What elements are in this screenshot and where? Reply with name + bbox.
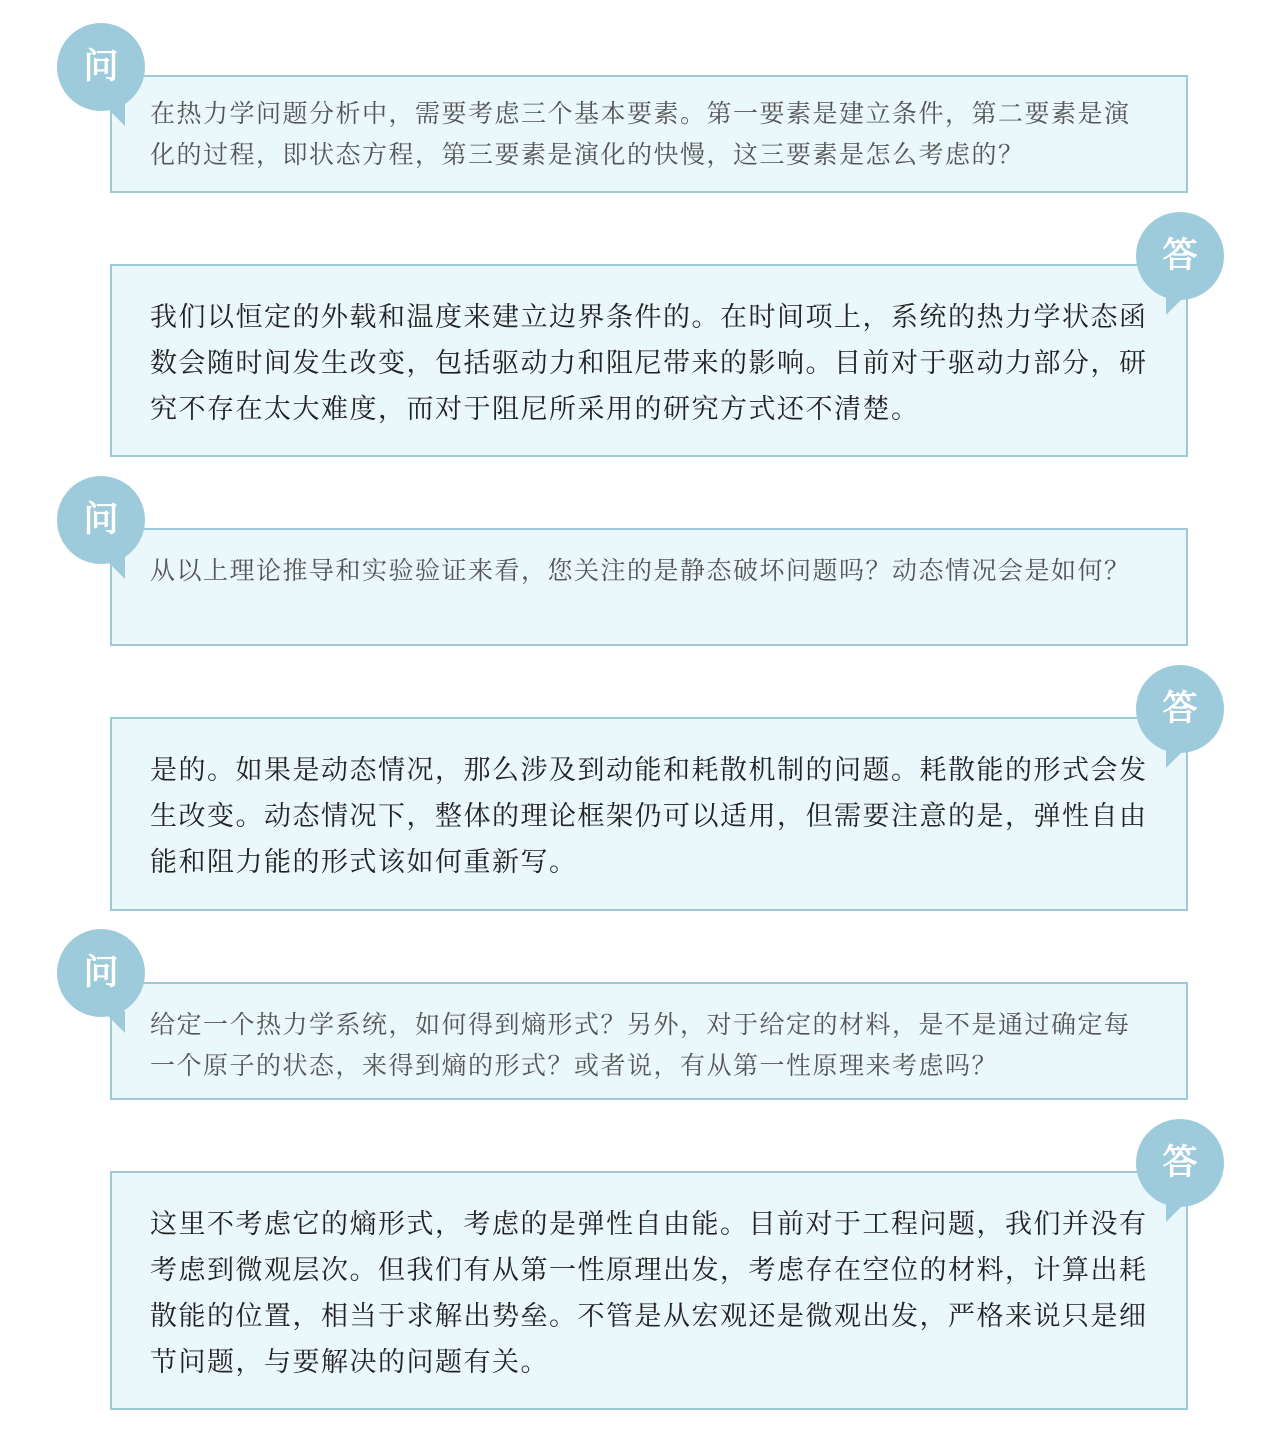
question-badge: 问 [57,476,145,564]
question-badge: 问 [57,929,145,1017]
answer-text: 是的。如果是动态情况，那么涉及到动能和耗散机制的问题。耗散能的形式会发生改变。动态情况下，整体的理论框架仍可以适用，但需要注意的是，弹性自由能和阻力能的形式该如何重新写。 [150,755,1148,878]
answer-box [110,717,1188,911]
question-box [110,982,1188,1100]
answer-text: 这里不考虑它的熵形式，考虑的是弹性自由能。目前对于工程问题，我们并没有考虑到微观层次。但我们有从第一性原理出发，考虑存在空位的材料，计算出耗散能的位置，相当于求解出势垒。不管是从宏观还是微观出发，严格来说只是细节问题，与要解决的问题有关。 [150,1209,1148,1378]
question-text: 给定一个热力学系统，如何得到熵形式？另外，对于给定的材料，是不是通过确定每一个原子的状态，来得到熵的形式？或者说，有从第一性原理来考虑吗？ [150,1010,1131,1080]
answer-text: 我们以恒定的外载和温度来建立边界条件的。在时间项上，系统的热力学状态函数会随时间发生改变，包括驱动力和阻尼带来的影响。目前对于驱动力部分，研究不存在太大难度，而对于阻尼所采用的研究方式还不清楚。 [150,302,1148,425]
question-text: 从以上理论推导和实验验证来看，您关注的是静态破坏问题吗？动态情况会是如何？ [150,556,1131,585]
answer-box [110,1171,1188,1410]
question-text: 在热力学问题分析中，需要考虑三个基本要素。第一要素是建立条件，第二要素是演化的过程，即状态方程，第三要素是演化的快慢，这三要素是怎么考虑的？ [150,99,1131,169]
answer-badge: 答 [1136,212,1224,300]
answer-badge: 答 [1136,1119,1224,1207]
answer-badge: 答 [1136,665,1224,753]
question-badge: 问 [57,23,145,111]
question-box [110,75,1188,193]
answer-box [110,264,1188,457]
question-box [110,528,1188,646]
